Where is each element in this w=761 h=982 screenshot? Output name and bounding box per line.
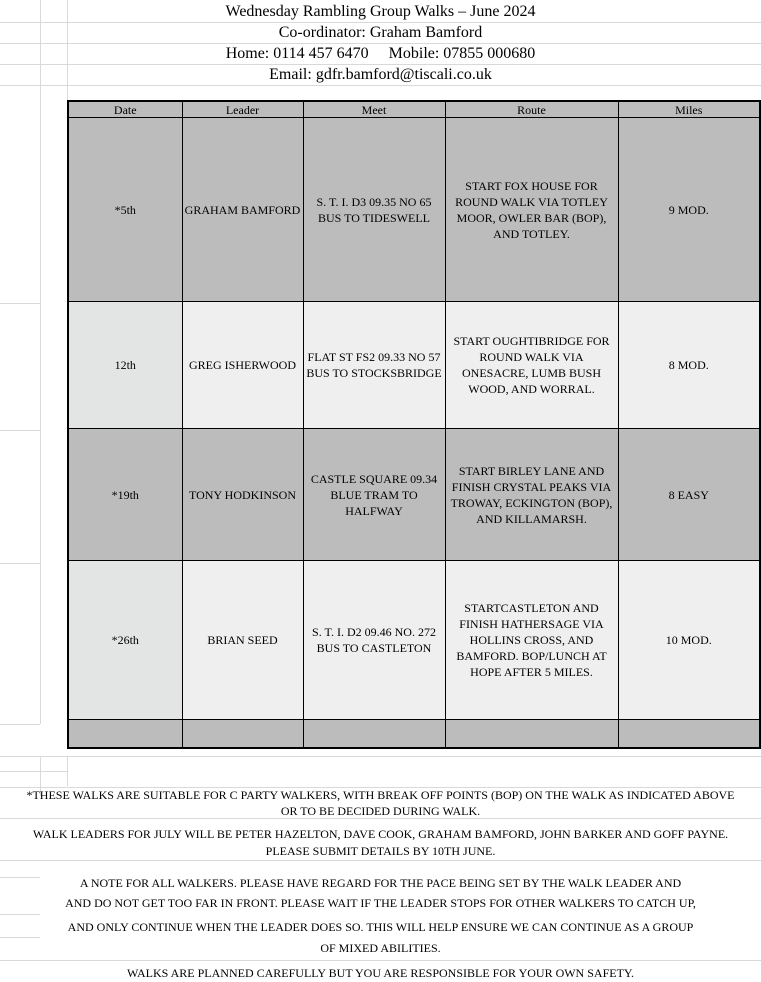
email: Email: gdfr.bamford@tiscali.co.uk bbox=[269, 66, 492, 83]
walk-miles: 10 MOD. bbox=[618, 561, 760, 720]
walk-leader: TONY HODKINSON bbox=[182, 429, 303, 561]
walk-route: START BIRLEY LANE AND FINISH CRYSTAL PEAKS VIA TROWAY, ECKINGTON (BOP), AND KILLAMARSH. bbox=[445, 429, 618, 561]
empty-cell bbox=[303, 720, 445, 749]
safety-note: WALKS ARE PLANNED CAREFULLY BUT YOU ARE RESPONSIBLE FOR YOUR OWN SAFETY. bbox=[126, 966, 635, 980]
table-row bbox=[68, 118, 760, 302]
bop-note-line-2: OR TO BE DECIDED DURING WALK. bbox=[280, 804, 481, 818]
empty-cell bbox=[182, 720, 303, 749]
table-row bbox=[68, 429, 760, 561]
col-miles: Miles bbox=[618, 101, 760, 118]
table-header-row bbox=[68, 101, 760, 118]
col-meet: Meet bbox=[303, 101, 445, 118]
page-title: Wednesday Rambling Group Walks – June 2024 bbox=[225, 3, 536, 20]
walk-leader: BRIAN SEED bbox=[182, 561, 303, 720]
leaders-note-line-2: PLEASE SUBMIT DETAILS BY 10TH JUNE. bbox=[265, 844, 496, 858]
empty-cell bbox=[68, 720, 182, 749]
walk-route: START FOX HOUSE FOR ROUND WALK VIA TOTLEY MOOR, OWLER BAR (BOP), AND TOTLEY. bbox=[445, 118, 618, 302]
col-date: Date bbox=[68, 101, 182, 118]
pace-note-line-3: AND ONLY CONTINUE WHEN THE LEADER DOES SO. THIS WILL HELP ENSURE WE CAN CONTINUE AS A GROUP bbox=[67, 920, 694, 934]
walk-route: START OUGHTIBRIDGE FOR ROUND WALK VIA ONESACRE, LUMB BUSH WOOD, AND WORRAL. bbox=[445, 302, 618, 429]
table-row bbox=[68, 302, 760, 429]
empty-cell bbox=[445, 720, 618, 749]
walk-miles: 8 EASY bbox=[618, 429, 760, 561]
walk-miles: 8 MOD. bbox=[618, 302, 760, 429]
col-route: Route bbox=[445, 101, 618, 118]
walk-date: *5th bbox=[68, 118, 182, 302]
phone-numbers: Home: 0114 457 6470 Mobile: 07855 000680 bbox=[225, 45, 536, 62]
walk-meet: CASTLE SQUARE 09.34 BLUE TRAM TO HALFWAY bbox=[303, 429, 445, 561]
walk-leader: GRAHAM BAMFORD bbox=[182, 118, 303, 302]
empty-cell bbox=[618, 720, 760, 749]
pace-note-line-4: OF MIXED ABILITIES. bbox=[320, 941, 441, 955]
table-empty-row bbox=[68, 720, 760, 749]
walk-date: *19th bbox=[68, 429, 182, 561]
walk-meet: S. T. I. D3 09.35 NO 65 BUS TO TIDESWELL bbox=[303, 118, 445, 302]
walk-date: *26th bbox=[68, 561, 182, 720]
walk-miles: 9 MOD. bbox=[618, 118, 760, 302]
pace-note-line-1: A NOTE FOR ALL WALKERS. PLEASE HAVE REGARD FOR THE PACE BEING SET BY THE WALK LEADER AND bbox=[79, 876, 682, 890]
pace-note-line-2: AND DO NOT GET TOO FAR IN FRONT. PLEASE WAIT IF THE LEADER STOPS FOR OTHER WALKERS TO CATCH UP, bbox=[65, 896, 696, 910]
walks-table bbox=[67, 100, 761, 749]
walk-meet: FLAT ST FS2 09.33 NO 57 BUS TO STOCKSBRIDGE bbox=[303, 302, 445, 429]
walk-meet: S. T. I. D2 09.46 NO. 272 BUS TO CASTLETON bbox=[303, 561, 445, 720]
bop-note-line-1: *THESE WALKS ARE SUITABLE FOR C PARTY WALKERS, WITH BREAK OFF POINTS (BOP) ON THE WALK AS INDICATED ABOVE bbox=[26, 788, 735, 802]
coordinator: Co-ordinator: Graham Bamford bbox=[278, 24, 483, 41]
walk-date: 12th bbox=[68, 302, 182, 429]
table-row bbox=[68, 561, 760, 720]
walk-leader: GREG ISHERWOOD bbox=[182, 302, 303, 429]
col-leader: Leader bbox=[182, 101, 303, 118]
walk-route: STARTCASTLETON AND FINISH HATHERSAGE VIA HOLLINS CROSS, AND BAMFORD. BOP/LUNCH AT HOPE AFTER 5 MILES. bbox=[445, 561, 618, 720]
leaders-note-line-1: WALK LEADERS FOR JULY WILL BE PETER HAZELTON, DAVE COOK, GRAHAM BAMFORD, JOHN BARKER AND GOFF PAYNE. bbox=[32, 827, 729, 841]
